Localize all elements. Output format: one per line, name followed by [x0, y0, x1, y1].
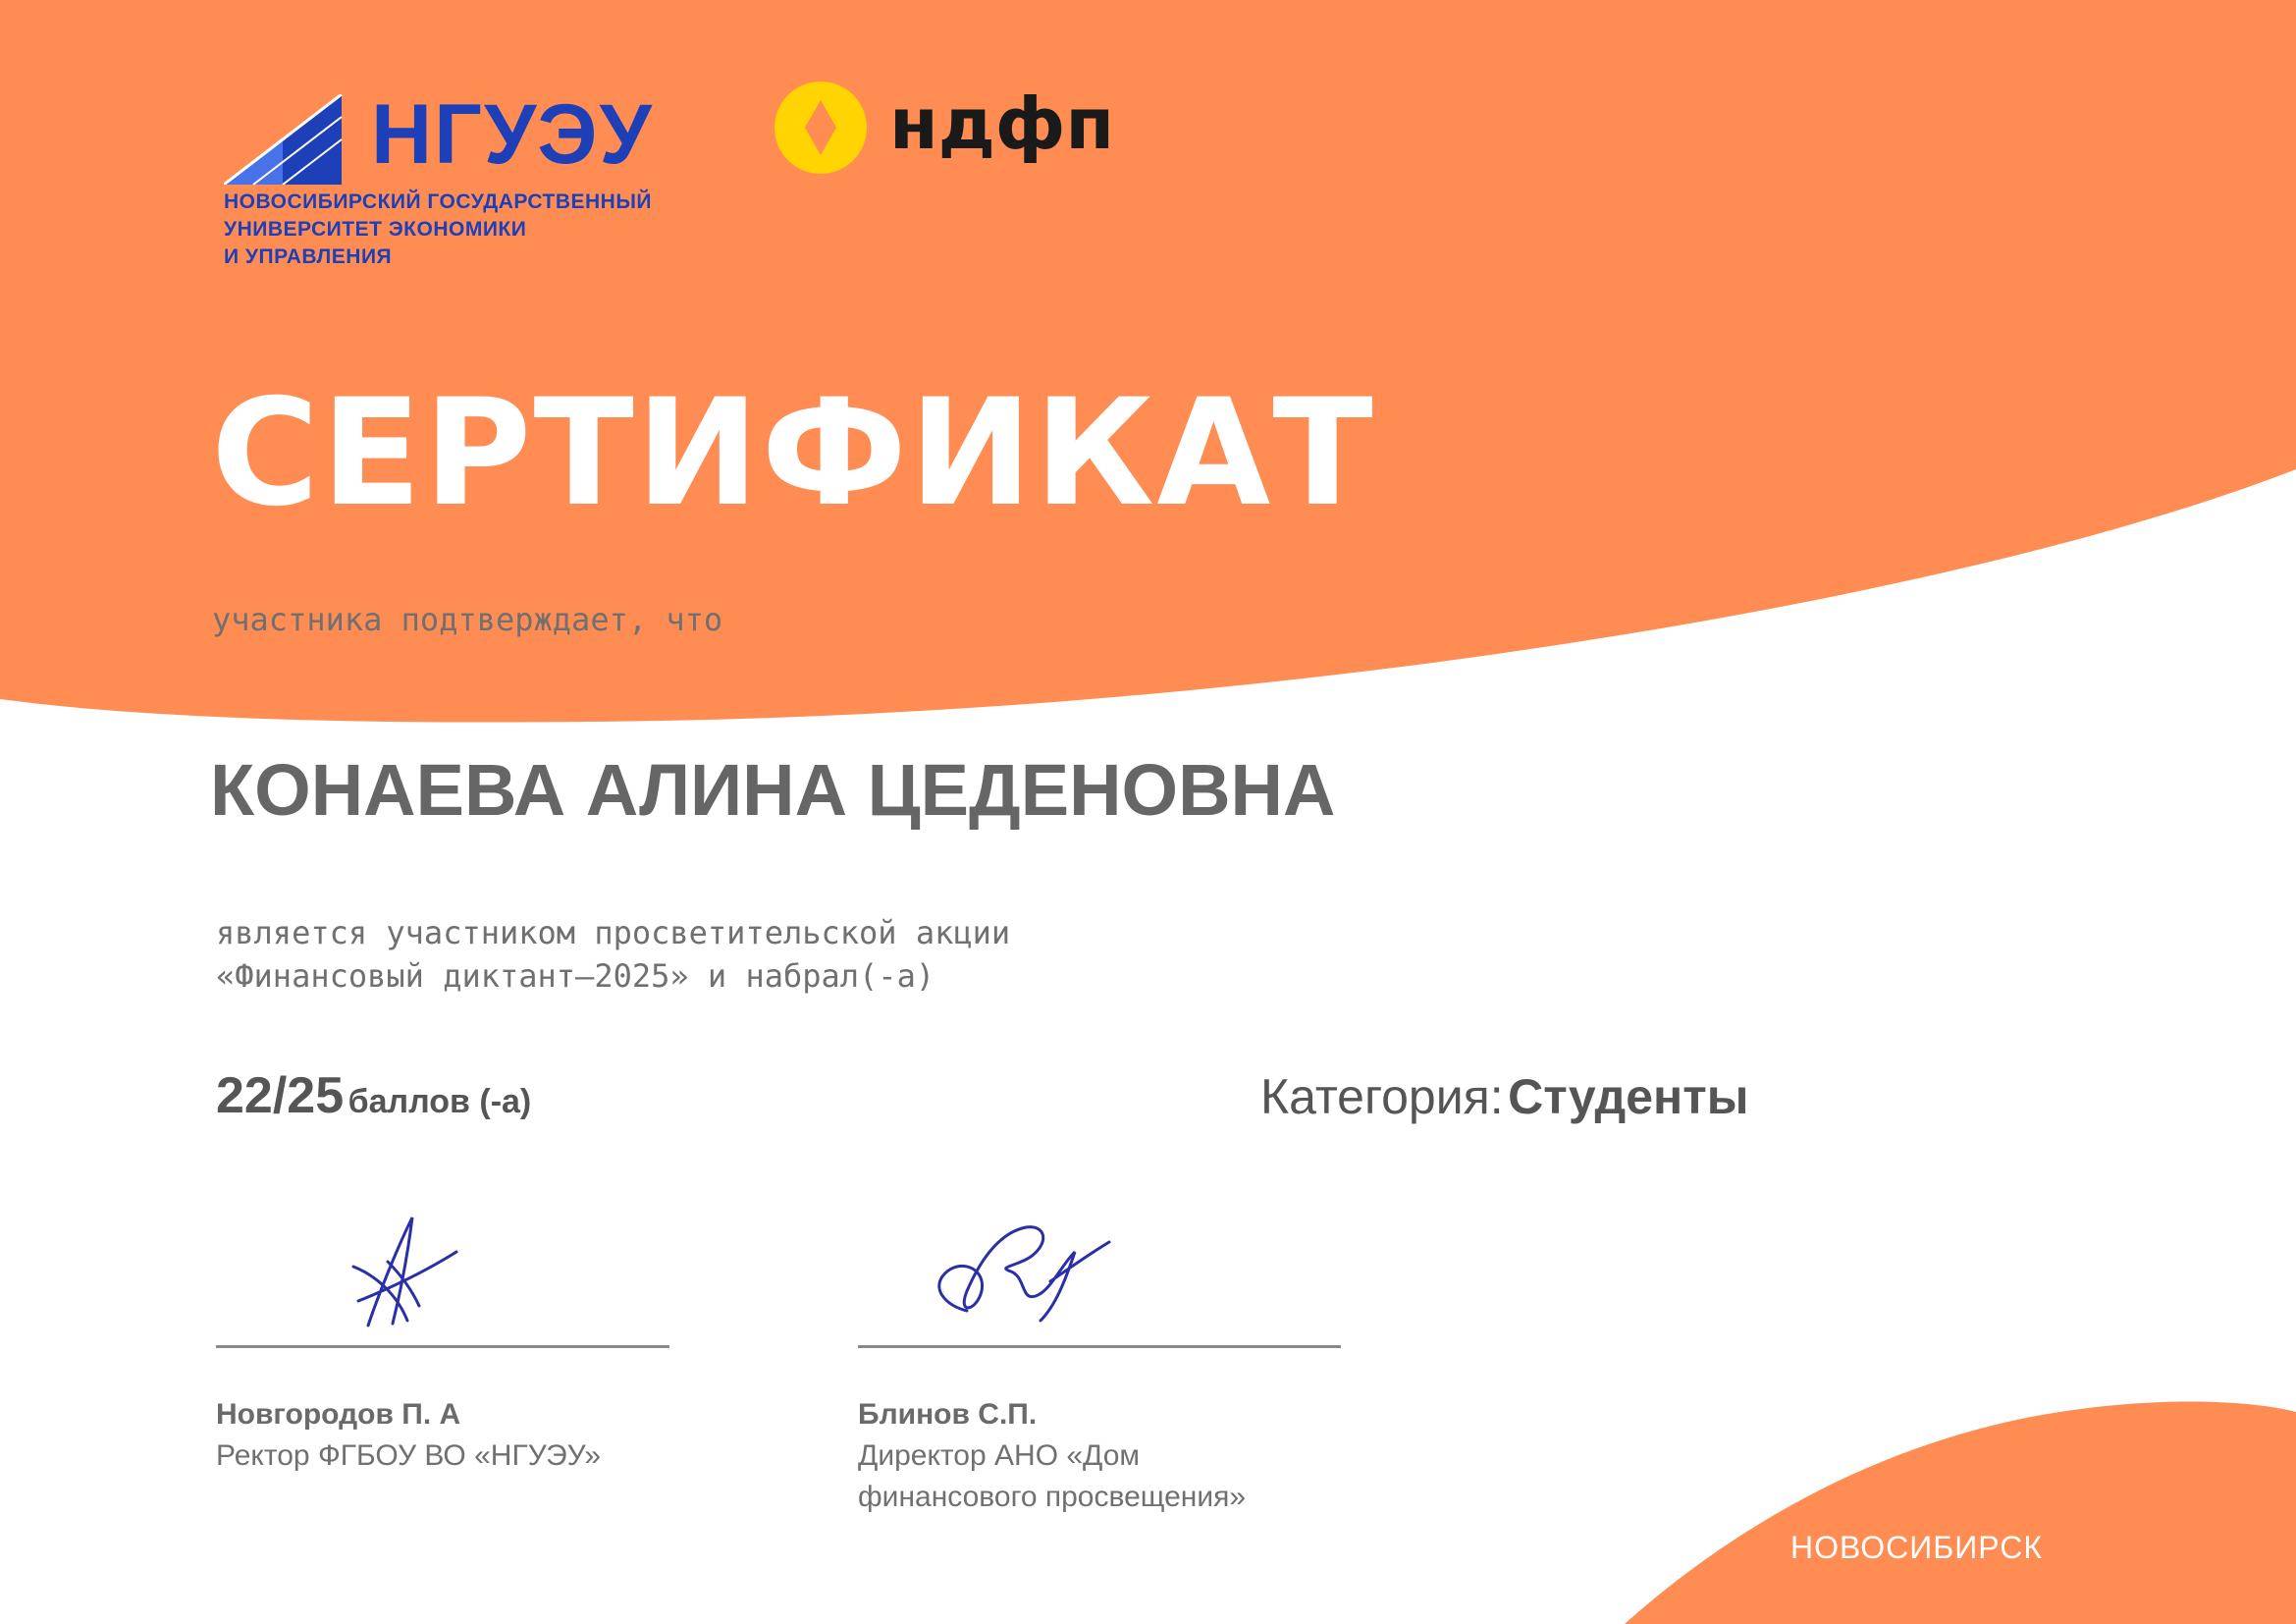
signatory-role-line: Ректор ФГБОУ ВО «НГУЭУ»: [216, 1439, 602, 1472]
footer-orange-wave: [1625, 1402, 2296, 1624]
signatory-role-line: финансового просвещения»: [858, 1481, 1247, 1513]
ngueu-logo-icon: [224, 94, 351, 185]
ngueu-subtitle-line: НОВОСИБИРСКИЙ ГОСУДАРСТВЕННЫЙ: [224, 190, 652, 213]
signatory-name: Блинов С.П.: [858, 1398, 1038, 1431]
signature-rector: [339, 1208, 476, 1335]
category-block: [1260, 1068, 1748, 1125]
ndfp-logo: [774, 81, 1115, 179]
signatory-role: [216, 1435, 601, 1477]
ngueu-logo: [224, 87, 695, 277]
certificate-body: [216, 911, 1010, 998]
category-value: Студенты: [1508, 1069, 1749, 1124]
footer-city: НОВОСИБИРСК: [1790, 1530, 2044, 1565]
ngueu-logo-subtitle: [224, 189, 695, 271]
signature-line-rector: [216, 1345, 669, 1348]
signatory-role: [858, 1435, 1246, 1518]
signatory-role-line: Директор АНО «Дом: [858, 1439, 1141, 1472]
signature-director: [928, 1213, 1124, 1330]
certificate-lead: участника подтверждает, что: [212, 601, 723, 638]
ngueu-logo-text: НГУЭУ: [371, 87, 654, 182]
ngueu-subtitle-line: УНИВЕРСИТЕТ ЭКОНОМИКИ: [224, 218, 527, 241]
score-block: [216, 1066, 531, 1125]
score-value: 22/25: [216, 1067, 345, 1124]
body-line: «Финансовый диктант–2025» и набрал(-а): [216, 957, 935, 995]
score-unit: баллов (-а): [347, 1083, 532, 1120]
category-label: Категория:: [1260, 1069, 1504, 1124]
signature-line-director: [858, 1345, 1341, 1348]
ngueu-subtitle-line: И УПРАВЛЕНИЯ: [224, 245, 393, 268]
ndfp-logo-icon: [774, 81, 868, 175]
recipient-name: КОНАЕВА АЛИНА ЦЕДЕНОВНА: [210, 749, 1336, 831]
body-line: является участником просветительской акции: [216, 914, 1011, 951]
signatory-name: Новгородов П. А: [216, 1398, 461, 1431]
certificate-title: СЕРТИФИКАТ: [211, 368, 1375, 539]
ndfp-logo-text: ндфп: [889, 82, 1115, 165]
